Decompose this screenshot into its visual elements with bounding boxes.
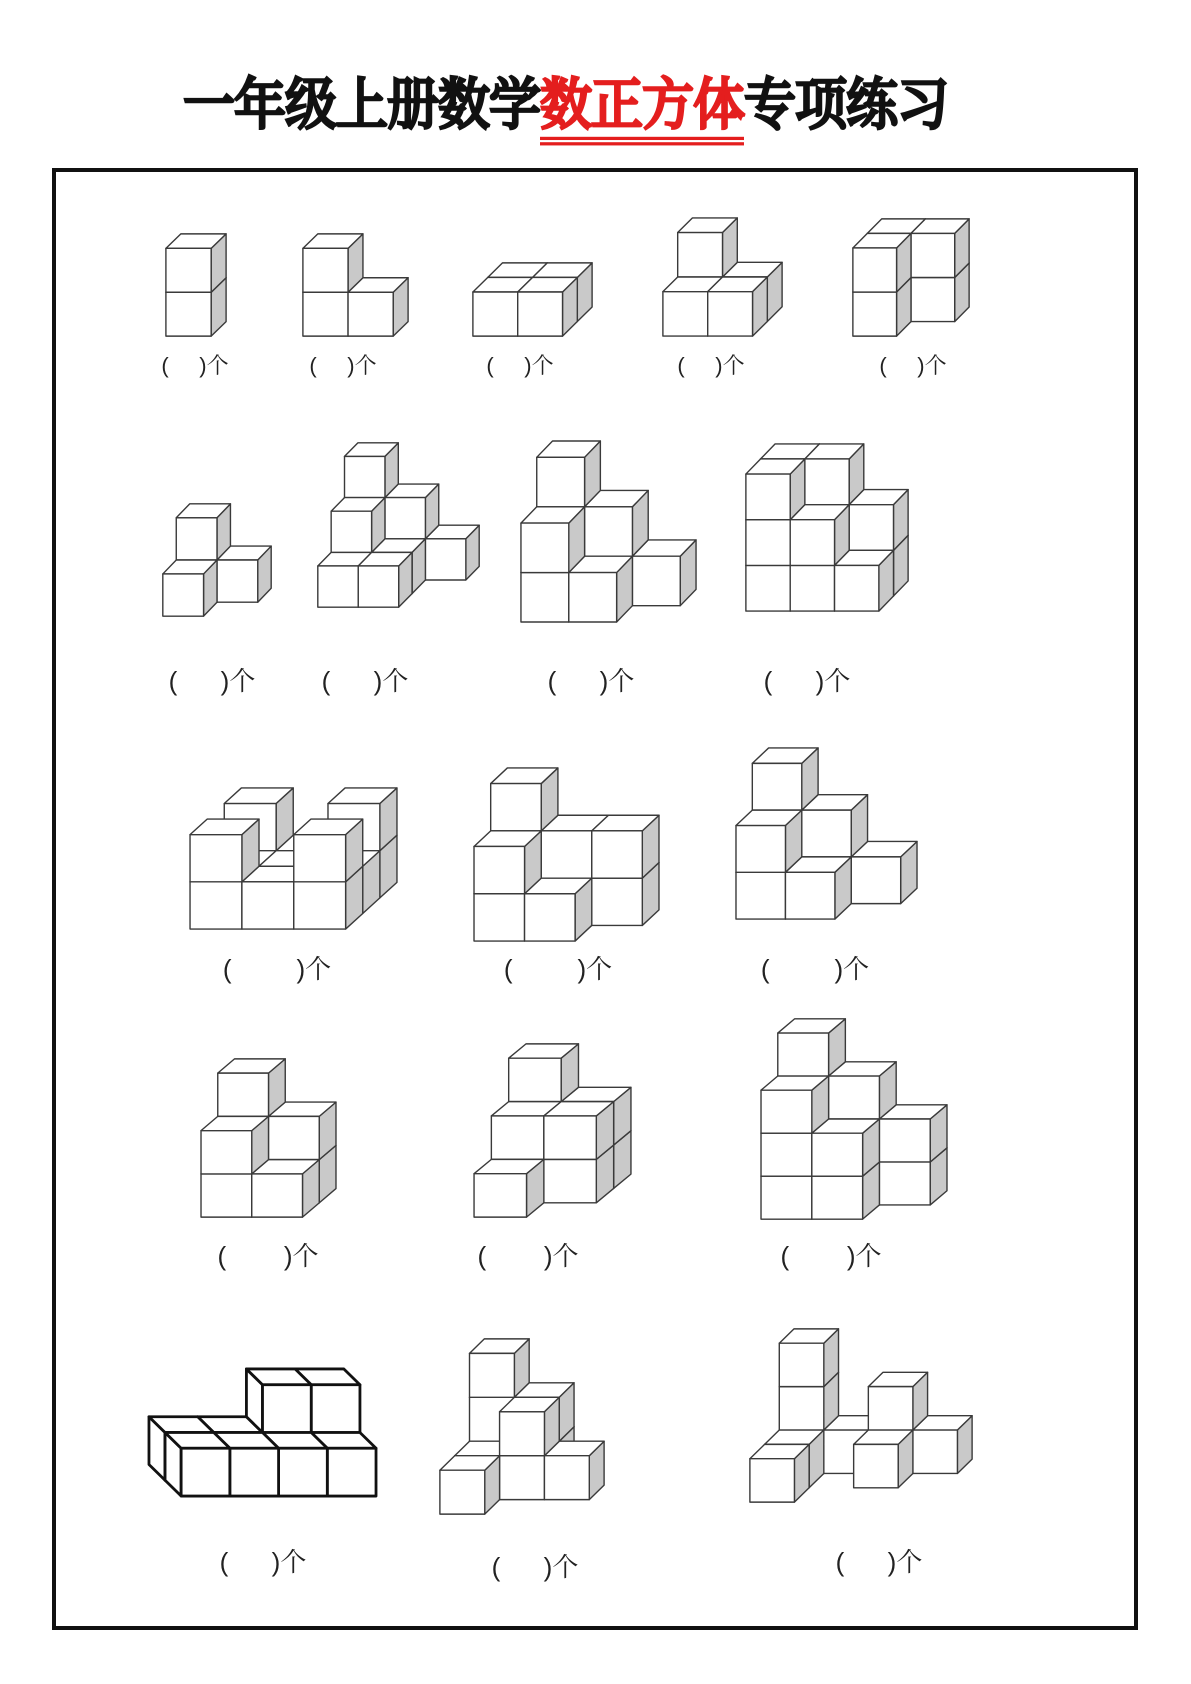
answer-label: ( )个 xyxy=(491,1552,579,1582)
cube-front-face xyxy=(474,846,525,893)
cube-front-face xyxy=(911,233,955,277)
cube-front-face xyxy=(779,1343,824,1386)
cube-front-face xyxy=(853,292,897,336)
answer-label: ( )个 xyxy=(217,1241,319,1271)
cube-front-face xyxy=(252,1174,303,1217)
cube-front-face xyxy=(525,894,576,941)
answer-label: ( )个 xyxy=(760,954,870,984)
cube-figure xyxy=(165,233,227,337)
cube-figure xyxy=(148,1368,377,1497)
cube-front-face xyxy=(853,248,897,292)
cube-front-face xyxy=(327,1448,376,1496)
cube-front-face xyxy=(331,511,371,552)
cube-figure xyxy=(189,787,398,930)
title-practice: 专项练习 xyxy=(744,73,949,138)
cube-front-face xyxy=(218,1073,269,1116)
cube-front-face xyxy=(868,1387,913,1430)
cube-front-face xyxy=(311,1385,360,1433)
cube-figure xyxy=(473,767,660,942)
cube-front-face xyxy=(911,278,955,322)
cube-front-face xyxy=(812,1133,863,1176)
cube-front-face xyxy=(761,1133,812,1176)
answer-label: ( )个 xyxy=(161,353,229,378)
cube-front-face xyxy=(303,292,348,336)
cube-front-face xyxy=(761,1090,812,1133)
cube-front-face xyxy=(752,763,801,810)
cube-front-face xyxy=(425,539,465,580)
cube-front-face xyxy=(663,292,708,336)
worksheet-title xyxy=(183,72,948,141)
cube-front-face xyxy=(518,292,563,336)
answer-label: ( )个 xyxy=(763,666,851,696)
cube-front-face xyxy=(778,1033,829,1076)
cube-figure xyxy=(162,503,272,617)
cube-figure xyxy=(302,233,409,337)
answer-label: ( )个 xyxy=(219,1547,307,1577)
cube-front-face xyxy=(500,1456,545,1500)
cube-front-face xyxy=(521,523,569,572)
cube-figure xyxy=(472,262,593,337)
cube-front-face xyxy=(750,1459,795,1502)
cube-front-face xyxy=(678,233,723,277)
cube-figure xyxy=(760,1018,948,1220)
cube-front-face xyxy=(913,1430,958,1473)
answer-label: ( )个 xyxy=(477,1241,579,1271)
cube-front-face xyxy=(812,1176,863,1219)
cube-front-face xyxy=(474,894,525,941)
cube-figure xyxy=(735,747,918,920)
cube-front-face xyxy=(318,566,358,607)
cube-front-face xyxy=(537,457,585,506)
cube-front-face xyxy=(269,1116,320,1159)
cube-front-face xyxy=(263,1385,312,1433)
cube-front-face xyxy=(163,574,204,616)
cube-front-face xyxy=(166,292,211,336)
answer-label: ( )个 xyxy=(222,954,332,984)
cube-front-face xyxy=(217,560,258,602)
answer-label: ( )个 xyxy=(677,353,745,378)
cube-figure xyxy=(439,1338,605,1515)
cube-front-face xyxy=(802,810,851,857)
answer-label: ( )个 xyxy=(835,1547,923,1577)
cube-front-face xyxy=(230,1448,279,1496)
cube-front-face xyxy=(176,518,217,560)
cube-front-face xyxy=(190,835,242,882)
cube-front-face xyxy=(345,456,385,497)
cube-front-face xyxy=(474,1174,526,1217)
cube-front-face xyxy=(879,1162,930,1205)
cube-front-face xyxy=(166,248,211,292)
cube-front-face xyxy=(736,872,785,919)
cube-figure xyxy=(745,443,909,612)
cube-front-face xyxy=(358,566,398,607)
cube-front-face xyxy=(592,878,643,925)
cube-front-face xyxy=(746,474,790,520)
answer-label: ( )个 xyxy=(547,666,635,696)
cube-front-face xyxy=(544,1116,596,1159)
cube-figure xyxy=(317,442,480,608)
cube-front-face xyxy=(491,784,542,831)
cube-front-face xyxy=(790,565,834,611)
title-grade-subject: 一年级上册数学 xyxy=(183,73,541,138)
cube-front-face xyxy=(879,1119,930,1162)
cube-front-face xyxy=(569,573,617,622)
answer-label: ( )个 xyxy=(486,353,554,378)
cube-front-face xyxy=(294,835,346,882)
cube-front-face xyxy=(708,292,753,336)
answer-label: ( )个 xyxy=(879,353,947,378)
cube-front-face xyxy=(500,1412,545,1456)
cube-front-face xyxy=(190,882,242,929)
cube-front-face xyxy=(835,565,879,611)
cube-front-face xyxy=(181,1448,230,1496)
cube-front-face xyxy=(585,507,633,556)
cube-figure xyxy=(473,1043,632,1218)
cube-front-face xyxy=(279,1448,328,1496)
cube-front-face xyxy=(851,857,900,904)
cube-front-face xyxy=(746,520,790,566)
cube-front-face xyxy=(592,831,643,878)
cube-front-face xyxy=(470,1353,515,1397)
answer-label: ( )个 xyxy=(321,666,409,696)
cube-front-face xyxy=(761,1176,812,1219)
cube-figure xyxy=(852,218,970,337)
cube-figure xyxy=(749,1328,973,1503)
cube-front-face xyxy=(294,882,346,929)
cube-front-face xyxy=(541,831,592,878)
answer-label: ( )个 xyxy=(503,954,613,984)
cube-front-face xyxy=(746,565,790,611)
cube-front-face xyxy=(854,1444,899,1487)
cube-front-face xyxy=(785,872,834,919)
cube-front-face xyxy=(736,826,785,873)
cube-figure xyxy=(200,1058,337,1218)
cube-front-face xyxy=(632,556,680,605)
cube-front-face xyxy=(440,1470,485,1514)
answer-label: ( )个 xyxy=(168,666,256,696)
cube-front-face xyxy=(544,1159,596,1202)
cube-figure xyxy=(520,440,697,623)
cube-front-face xyxy=(829,1076,880,1119)
cube-front-face xyxy=(303,248,348,292)
title-highlight: 数正方体 xyxy=(540,74,744,145)
cube-front-face xyxy=(201,1174,252,1217)
cube-figure xyxy=(662,217,783,337)
answer-label: ( )个 xyxy=(309,353,377,378)
cube-front-face xyxy=(521,573,569,622)
cube-front-face xyxy=(242,882,294,929)
cube-front-face xyxy=(849,505,893,551)
cube-front-face xyxy=(491,1116,543,1159)
cube-front-face xyxy=(509,1058,561,1101)
cube-front-face xyxy=(805,459,849,505)
cube-front-face xyxy=(385,498,425,539)
cube-front-face xyxy=(779,1387,824,1430)
cube-front-face xyxy=(790,520,834,566)
cube-front-face xyxy=(473,292,518,336)
cube-front-face xyxy=(348,292,393,336)
answer-label: ( )个 xyxy=(780,1241,882,1271)
cube-front-face xyxy=(544,1456,589,1500)
cube-front-face xyxy=(201,1131,252,1174)
